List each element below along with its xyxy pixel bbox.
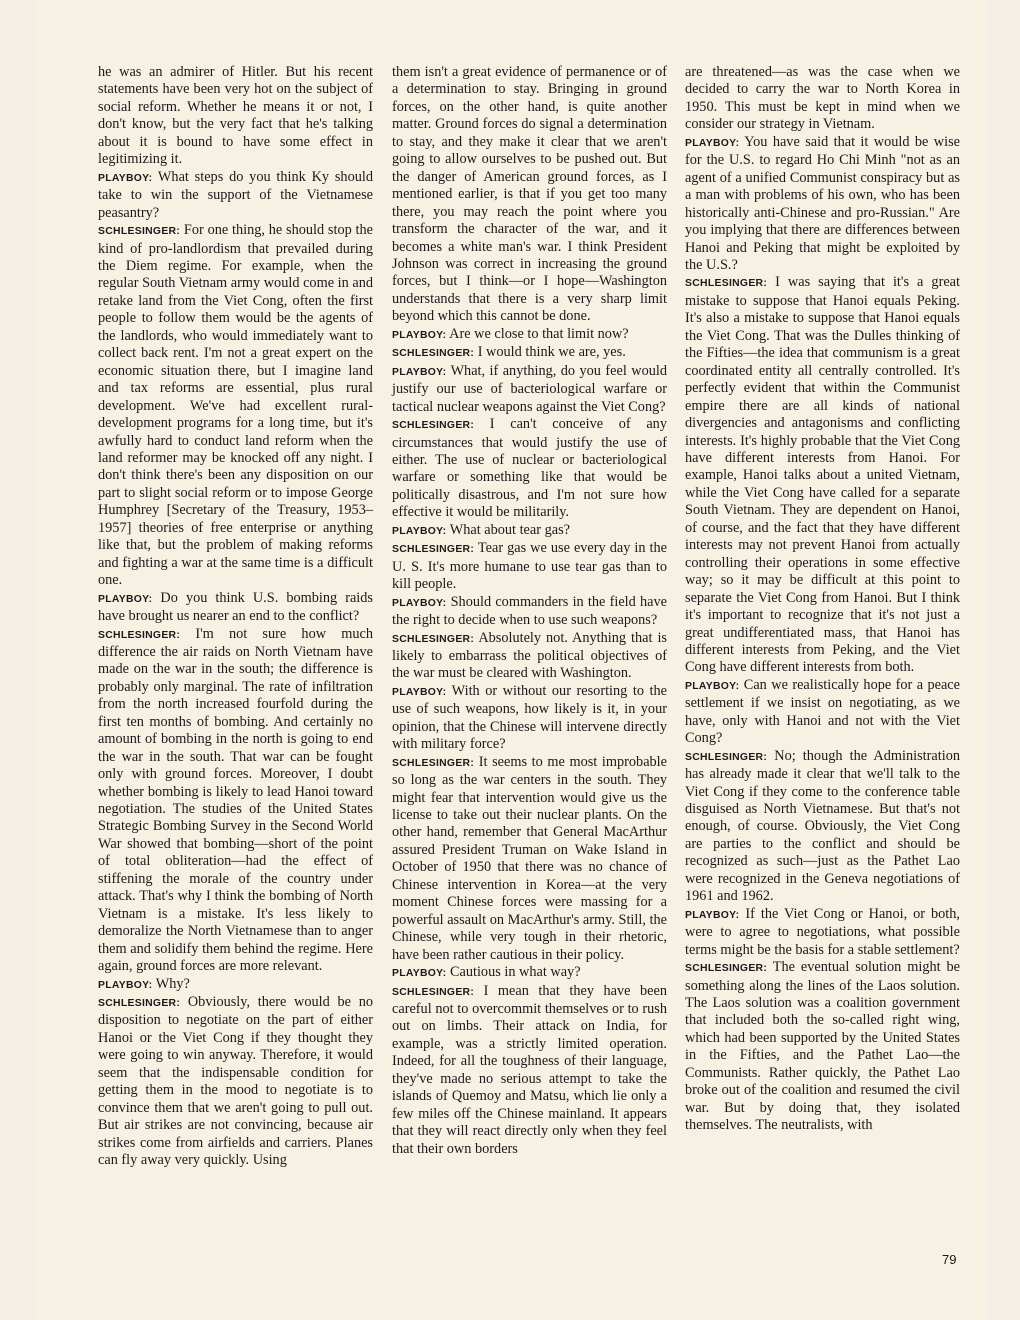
speaker-label: PLAYBOY: [392,968,447,980]
speaker-label: SCHLESINGER: [685,278,768,290]
text-column-1 [98,64,373,1170]
interview-paragraph [392,964,667,982]
interview-paragraph [98,169,373,222]
paragraph-text: Are we close to that limit now? [449,325,629,342]
interview-paragraph [392,630,667,683]
speaker-label: SCHLESINGER: [98,226,181,238]
speaker-label: PLAYBOY: [392,525,447,537]
paragraph-text: What steps do you think Ky should take to win the support of the Vietnamese peasantry? [98,168,373,221]
interview-paragraph [392,540,667,593]
paragraph-text: them isn't a great evidence of permanence or of a determination to stay. Bringing in ground forces, on the other hand, is quite another matter. Ground forces do signal a determination to stay, and they make it clear that we aren't going to allow ourselves to be pushed out. But the danger of American ground forces, as I mentioned earlier, is that if you get too many there, you may reach the point where you transform the character of the war, and it becomes a white man's war. I think President Johnson was correct in increasing the ground forces, but I think—or I hope—Washington understands that there is a very sharp limit beyond which this cannot be done. [392,64,667,325]
paragraph-text: I'm not sure how much difference the air raids on North Vietnam have made on the war in the south; the difference is probably only marginal. The rate of infiltration from the north increased fourfold during the first ten months of bombing. And certainly no amount of bombing in the north is going to end the war in the south. That war can be fought only with ground forces. Moreover, I doubt whether bombing is likely to lead Hanoi toward negotiation. The studies of the United States Strategic Bombing Survey in the Second World War showed that bombing—short of the point of total obliteration—had the effect of stiffening the morale of the country under attack. That's why I think the bombing of North Vietnam is a mistake. It's less likely to demoralize the North Vietnamese than to anger them and solidify them behind the regime. Here again, ground forces are more relevant. [98,625,373,975]
text-column-3 [685,64,960,1135]
paragraph-text: I mean that they have been careful not to overcommit themselves or to rush out on limbs. Their attack on India, for example, was a strictly limited operation. Indeed, for all the toughness of their language, they've made no serious attempt to take the islands of Quemoy and Matsu, which lie only a few miles off the Chinese mainland. It appears that they will react directly only when they feel that their own borders [392,982,668,1157]
interview-paragraph [392,683,667,754]
paragraph-text: Should commanders in the field have the right to decide when to use such weapons? [392,593,667,629]
interview-paragraph [392,344,667,362]
interview-paragraph [392,363,667,416]
speaker-label: SCHLESINGER: [685,751,768,763]
interview-paragraph [98,64,373,169]
interview-paragraph [685,134,960,275]
interview-paragraph [98,976,373,994]
interview-paragraph [685,274,960,676]
interview-paragraph [98,994,373,1170]
interview-paragraph [392,983,667,1159]
speaker-label: SCHLESINGER: [685,963,768,975]
speaker-label: SCHLESINGER: [392,633,475,645]
interview-paragraph [392,754,667,964]
paragraph-text: For one thing, he should stop the kind of pro-landlordism that prevailed during the Diem regime. For example, when the regular South Vietnam army would come in and retake land from the Viet Cong, often the first people to follow them would be the agents of the landlords, who would immediately want to collect back rent. I'm not a great expert on the economic situation there, but I imagine land and tax reforms are essential, plus rural development. We've had excellent rural-development programs for a long time, but it's awfully hard to conduct land reform when the land reformer may be knocked off any night. I don't think there's been any disposition on our part to slight social reform or to impose George Humphrey [Secretary of the Treasury, 1953–1957] theories of free enterprise or anything like that, but the problem of making reforms and fighting a war at the same time is a difficult one. [98,222,374,589]
paragraph-text: What, if anything, do you feel would justify our use of bacteriological warfare or tactical nuclear weapons against the Viet Cong? [392,362,667,415]
speaker-label: SCHLESINGER: [392,544,475,556]
paragraph-text: What about tear gas? [449,521,570,538]
paragraph-text: are threatened—as was the case when we decided to carry the war to North Korea in 1950. This must be kept in mind when we consider our strategy in Vietnam. [685,64,960,133]
interview-paragraph [392,64,667,326]
paragraph-text: Can we realistically hope for a peace settlement if we insist on negotiating, as we have, only with Hanoi and not with the Viet Cong? [685,676,960,747]
paragraph-text: With or without our resorting to the use of such weapons, how likely is it, in your opinion, that the Chinese will intervene directly with military force? [392,682,667,753]
speaker-label: PLAYBOY: [392,329,447,341]
paragraph-text: I would think we are, yes. [477,344,626,361]
paragraph-text: If the Viet Cong or Hanoi, or both, were to agree to negotiations, what possible terms might be the basis for a stable settlement? [685,905,960,958]
paragraph-text: The eventual solution might be something along the lines of the Laos solution. The Laos solution was a coalition government that included both the so-called right wing, which had been supported by the United States in the Fifties, and the Pathet Lao—the Communists. Rather quickly, the Pathet Lao broke out of the coalition and resumed the civil war. But by doing that, they isolated themselves. The neutralists, with [685,959,960,1134]
interview-paragraph [98,222,373,590]
speaker-label: SCHLESINGER: [392,348,475,360]
speaker-label: PLAYBOY: [392,686,447,698]
interview-paragraph [392,522,667,540]
interview-paragraph [392,416,667,522]
page-number: 79 [942,1252,957,1267]
speaker-label: PLAYBOY: [98,172,153,184]
speaker-label: PLAYBOY: [392,366,447,378]
speaker-label: PLAYBOY: [685,909,740,921]
speaker-label: SCHLESINGER: [392,757,475,769]
speaker-label: SCHLESINGER: [98,629,181,641]
paragraph-text: Cautious in what way? [449,964,581,981]
speaker-label: SCHLESINGER: [392,986,475,998]
interview-paragraph [98,590,373,626]
interview-paragraph [392,326,667,344]
paragraph-text: I was saying that it's a great mistake to suppose that Hanoi equals Peking. It's also a mistake to suppose that Hanoi equals the Viet Cong. That was the Dulles thinking of the Fifties—the idea that communism is a great coordinated entity all centrally controlled. It's perfectly evident that within the Communist empire there are all kinds of national divergencies and antagonisms and conflicting interests. It's highly probable that the Viet Cong have different interests from Hanoi. For example, Hanoi talks about a united Vietnam, while the Viet Cong have called for a separate South Vietnam. They are dependent on Hanoi, of course, and the fact that they have different interests may not prevent Hanoi from actually controlling their operations in some effective way; so it may be difficult at this point to separate the Viet Cong from Hanoi. But I think it's important to recognize that it's not just a great undifferentiated mass, that Hanoi has different interests from Peking, and the Viet Cong have different interests from both. [685,274,960,676]
text-column-2 [392,64,667,1158]
interview-paragraph [685,748,960,906]
speaker-label: PLAYBOY: [98,979,153,991]
interview-paragraph [685,677,960,748]
magazine-page [36,0,986,1320]
paragraph-text: Do you think U.S. bombing raids have brought us nearer an end to the conflict? [98,589,373,625]
speaker-label: SCHLESINGER: [98,998,181,1010]
speaker-label: SCHLESINGER: [392,420,475,432]
paragraph-text: Obviously, there would be no disposition to negotiate on the part of either Hanoi or the Viet Cong if they thought they were going to win anyway. Therefore, it would seem that the indispensable condition for getting them in the mood to negotiate is to convince them that we aren't going to pull out. But air strikes are not convincing, because air strikes come from airfields and carriers. Planes can fly away very quickly. Using [98,994,374,1169]
interview-paragraph [685,906,960,959]
interview-paragraph [98,626,373,976]
speaker-label: PLAYBOY: [98,593,153,605]
interview-paragraph [685,959,960,1135]
paragraph-text: he was an admirer of Hitler. But his recent statements have been very hot on the subject of social reform. Whether he means it or not, I don't know, but the very fact that he's talking about it is bound to have some effect in legitimizing it. [98,64,373,168]
speaker-label: PLAYBOY: [685,137,740,149]
paragraph-text: It seems to me most improbable so long as the war centers in the south. They might fear that intervention would give us the license to take out their nuclear plants. On the other hand, remember that General MacArthur assured President Truman on Wake Island in October of 1950 that there was no chance of Chinese intervention in Korea—at the very moment Chinese forces were massing for a powerful assault on MacArthur's army. Still, the Chinese, while very tough in their rhetoric, have been rather cautious in their policy. [392,753,668,963]
interview-paragraph [392,594,667,630]
speaker-label: PLAYBOY: [392,597,447,609]
paragraph-text: No; though the Administration has already made it clear that we'll talk to the Viet Cong if they come to the conference table disguised as North Vietnamese. But that's not enough, of course. Obviously, the Viet Cong are parties to the conflict and should be recognized as such—just as the Pathet Lao were recognized in the Geneva negotiations of 1961 and 1962. [685,747,960,905]
paragraph-text: You have said that it would be wise for the U.S. to regard Ho Chi Minh "not as an agent of a unified Communist conspiracy but as a man with problems of his own, who has been historically anti-Chinese and pro-Russian." Are you implying that there are differences between Hanoi and Peking that might be exploited by the U.S.? [685,133,960,273]
paragraph-text: I can't conceive of any circumstances that would justify the use of either. The use of nuclear or bacteriological warfare or something like that would be politically disastrous, and I'm not sure how effective it would be militarily. [392,416,667,521]
paragraph-text: Absolutely not. Anything that is likely to embarrass the political objectives of the war must be cleared with Washington. [392,629,667,682]
speaker-label: PLAYBOY: [685,680,740,692]
interview-paragraph [685,64,960,134]
paragraph-text: Why? [155,975,190,992]
paragraph-text: Tear gas we use every day in the U. S. It's more humane to use tear gas than to kill people. [392,540,667,593]
